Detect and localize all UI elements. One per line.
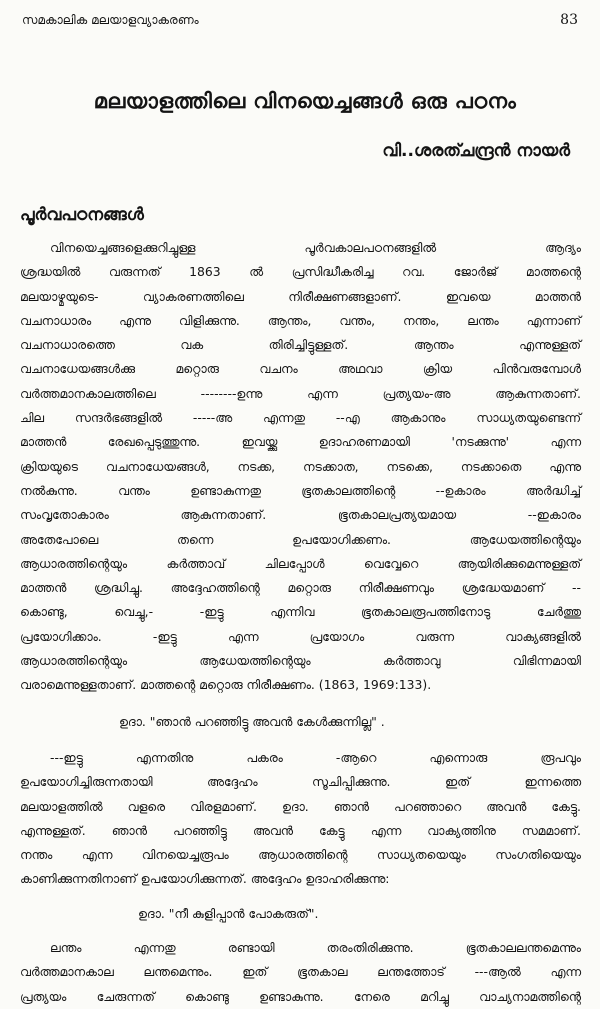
text-line: നൽകുന്നു. വന്തം ഉണ്ടാകുന്നതു ഭൂതകാലത്തിന്റെ --ഉകാരം അർദ്ധിച്ച് xyxy=(20,482,581,498)
text-line: ഉപയോഗിച്ചിരുന്നതായി അദ്ദേഹം സൂചിപ്പിക്കുന്നു. ഇത് ഇന്നത്തെ xyxy=(20,774,581,790)
page-number: 83 xyxy=(560,12,578,28)
paragraph-3 xyxy=(20,936,581,1009)
text-line: മലയാഴ്മയുടെ- വ്യാകരണത്തിലെ നിരീക്ഷണങ്ങളാണ്. ഇവയെ മാത്തൻ xyxy=(20,288,581,304)
text-line: സംവൃതോകാരം ആകുന്നതാണ്. ഭൂതകാലപ്രത്യയമായ --ഇകാരം xyxy=(20,507,581,523)
text-line: ലന്തം എന്നതു രണ്ടായി തരംതിരിക്കുന്നു. ഭൂതകാലലന്തമെന്നും xyxy=(50,940,581,956)
text-line: ---ഇട്ടു എന്നതിനു പകരം -ആറെ എന്നൊരു രൂപവും xyxy=(50,749,581,765)
article-author: വി..ശരത്ചന്ദ്രൻ നായർ xyxy=(382,141,570,161)
text-line: ക്രിയയുടെ വചനാധേയങ്ങൾ, നടക്ക, നടക്കാത, നടക്കെ, നടക്കാതെ എന്നു xyxy=(20,458,581,474)
text-line: പ്രത്യയം ചേരുന്നത് കൊണ്ടു ഉണ്ടാകുന്നു. നേരെ മറിച്ചു വാച്യനാമത്തിന്റെ xyxy=(20,988,581,1004)
text-line: വചനാധാരം എന്നു വിളിക്കുന്നു. ആന്തം, വന്തം, നന്തം, ലന്തം എന്നാണ് xyxy=(20,312,581,328)
text-line: വചനാധേയങ്ങൾക്കു മറ്റൊരു വചനം അഥവാ ക്രിയ പിൻവരുമ്പോൾ xyxy=(20,361,581,377)
text-line: വർത്തമാനകാലത്തിലെ --------ഉന്നു എന്ന പ്രത്യയം-അ ആകുന്നതാണ്. xyxy=(20,385,581,401)
text-line: കൊണ്ടു, വെച്ചു,- -ഇട്ടു എന്നിവ ഭൂതകാലരൂപത്തിനോടു ചേർത്തു xyxy=(20,604,581,620)
example-1: ഉദാ. "ഞാൻ പറഞ്ഞിട്ടു അവൻ കേൾക്കുന്നില്ല" . xyxy=(119,713,385,729)
text-line: അതേപോലെ തന്നെ ഉപയോഗിക്കണം. ആധേയത്തിന്റെയും xyxy=(20,531,581,547)
article-title: മലയാളത്തിലെ വിനയെച്ചങ്ങൾ ഒരു പഠനം xyxy=(93,89,517,113)
text-line: വചനാധാരത്തെ വക തിരിച്ചിട്ടുള്ളത്. ആന്തം എന്നുള്ളത് xyxy=(20,337,581,353)
text-line: വിനയെച്ചങ്ങളെക്കുറിച്ചുള്ള പൂർവകാലപഠനങ്ങളിൽ ആദ്യം xyxy=(50,240,581,255)
text-line: കാണിക്കുന്നതിനാണ് ഉപയോഗിക്കുന്നത്. അദ്ദേഹം ഉദാഹരിക്കുന്നു: xyxy=(20,871,390,887)
running-head-title: സമകാലിക മലയാളവ്യാകരണം xyxy=(22,13,199,27)
example-2: ഉദാ. "നീ കുളിപ്പാൻ പോകരുത്". xyxy=(138,905,319,921)
text-line: ആധാരത്തിന്റെയും കർത്താവ് ചിലപ്പോൾ വെവ്വേറെ ആയിരിക്കുമെന്നുള്ളത് xyxy=(20,555,581,571)
running-head xyxy=(22,12,578,28)
text-line: വർത്തമാനകാല ലന്തമെന്നും. ഇത് ഭൂതകാല ലന്തത്തോട് ---ആൽ എന്ന xyxy=(20,964,581,980)
section-heading: പൂർവപഠനങ്ങൾ xyxy=(20,205,144,225)
text-line: മാത്തൻ ശ്രദ്ധിച്ചു. അദ്ദേഹത്തിന്റെ മറ്റൊരു നിരീക്ഷണവും ശ്രദ്ധേയമാണ് -- xyxy=(20,580,581,596)
text-line: ശ്രദ്ധയിൽ വരുന്നത് 1863 ൽ പ്രസിദ്ധീകരിച്ച റവ. ജോർജ് മാത്തന്റെ xyxy=(20,264,581,280)
text-line: പ്രയോഗിക്കാം. -ഇട്ടു എന്ന പ്രയോഗം വരുന്ന വാക്യങ്ങളിൽ xyxy=(20,628,581,644)
paragraph-2 xyxy=(20,746,581,892)
paragraph-1 xyxy=(20,236,581,698)
text-line: ആധാരത്തിന്റെയും ആധേയത്തിന്റെയും കർത്താവു വിഭിന്നമായി xyxy=(20,653,581,669)
text-line: മാത്തൻ രേഖപ്പെടുത്തുന്നു. ഇവയ്ക്കു ഉദാഹരണമായി 'നടക്കുന്നു' എന്ന xyxy=(20,434,581,450)
text-line: വരാമെന്നുള്ളതാണ്. മാത്തന്റെ മറ്റൊരു നിരീക്ഷണം. (1863, 1969:133). xyxy=(20,677,432,693)
text-line: എന്നുള്ളത്. ഞാൻ പറഞ്ഞിട്ടു അവൻ കേട്ടു എന്ന വാക്യത്തിനു സമമാണ്. xyxy=(20,822,581,838)
text-line: മലയാളത്തിൽ വളരെ വിരളമാണ്. ഉദാ. ഞാൻ പറഞ്ഞാറെ അവൻ കേട്ടു. xyxy=(20,798,581,814)
text-line: നന്തം എന്ന വിനയെച്ചരൂപം ആധാരത്തിന്റെ സാധ്യതയെയും സംഗതിയെയും xyxy=(20,847,581,863)
body-text xyxy=(20,236,581,1009)
text-line: ചില സന്ദർഭങ്ങളിൽ -----അ എന്നതു --എ ആകാനും സാധ്യതയുണ്ടെന്ന് xyxy=(20,410,581,426)
